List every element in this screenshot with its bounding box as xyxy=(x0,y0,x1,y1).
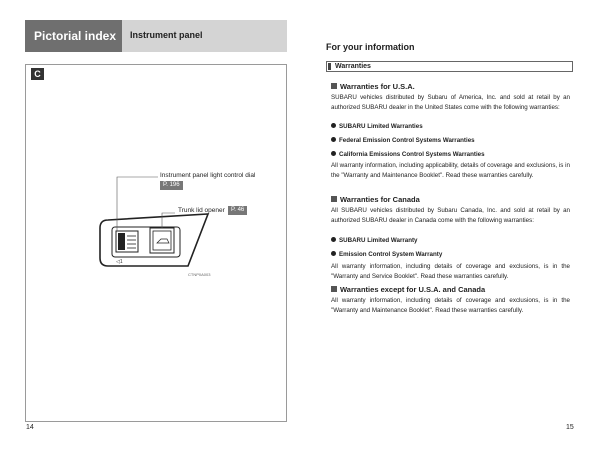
usa-intro: SUBARU vehicles distributed by Subaru of America, Inc. and sold at retail by an authorized SUBARU dealer in the United States come with the following warranties: xyxy=(331,94,570,111)
callout-light-dial-label: Instrument panel light control dial xyxy=(160,172,256,179)
leader-line-dial xyxy=(117,177,158,231)
other-heading: Warranties except for U.S.A. and Canada xyxy=(331,285,485,294)
callout-trunk-page-ref: P. 46 xyxy=(228,206,247,215)
bullet-icon xyxy=(331,137,336,142)
bullet-icon xyxy=(331,251,336,256)
svg-text:◁1: ◁1 xyxy=(116,259,123,265)
usa-bullet-1: SUBARU Limited Warranties xyxy=(331,123,423,130)
usa-heading: Warranties for U.S.A. xyxy=(331,82,415,91)
callout-light-dial-page-ref: P. 196 xyxy=(160,181,183,190)
section-tab: Pictorial index xyxy=(25,20,122,52)
bullet-icon xyxy=(331,123,336,128)
page-number-left: 14 xyxy=(26,424,34,431)
square-bullet-icon xyxy=(331,286,337,292)
chapter-title: For your information xyxy=(326,42,415,52)
heading-bar-icon xyxy=(328,63,331,70)
usa-note: All warranty information, including applicability, details of coverage and exclusions, is in the "Warranty and Maintenance Booklet". Read these warranties carefully. xyxy=(331,162,570,179)
canada-note: All warranty information, including details of coverage and exclusions, is in the "Warranty and Service Booklet". Read these warranties carefully. xyxy=(331,263,570,280)
warranties-heading-box xyxy=(326,61,573,72)
canada-bullet-2: Emission Control System Warranty xyxy=(331,251,442,258)
leader-line-trunk xyxy=(162,213,175,228)
callout-trunk-label: Trunk lid opener xyxy=(178,207,225,214)
other-note: All warranty information, including details of coverage and exclusions, is in the "Warranty and Maintenance Booklet". Read these warranties carefully. xyxy=(331,297,570,314)
trunk-lid-opener-button xyxy=(153,231,171,250)
square-bullet-icon xyxy=(331,196,337,202)
square-bullet-icon xyxy=(331,83,337,89)
usa-bullet-2: Federal Emission Control Systems Warranties xyxy=(331,137,475,144)
illustration-code: CTNP0A003 xyxy=(188,272,211,277)
bullet-icon xyxy=(331,237,336,242)
section-letter-badge: C xyxy=(31,68,44,80)
light-control-dial xyxy=(118,233,125,250)
canada-heading: Warranties for Canada xyxy=(331,195,420,204)
canada-bullet-1: SUBARU Limited Warranty xyxy=(331,237,418,244)
page-number-right: 15 xyxy=(566,424,574,431)
right-page xyxy=(300,0,600,450)
usa-bullet-3: California Emissions Control Systems Warranties xyxy=(331,151,485,158)
canada-intro: All SUBARU vehicles distributed by Subaru Canada, Inc. and sold at retail by an authorized SUBARU dealer in Canada come with the following warranties: xyxy=(331,207,570,224)
section-subtitle: Instrument panel xyxy=(122,20,287,52)
bullet-icon xyxy=(331,151,336,156)
warranties-heading: Warranties xyxy=(335,63,371,70)
